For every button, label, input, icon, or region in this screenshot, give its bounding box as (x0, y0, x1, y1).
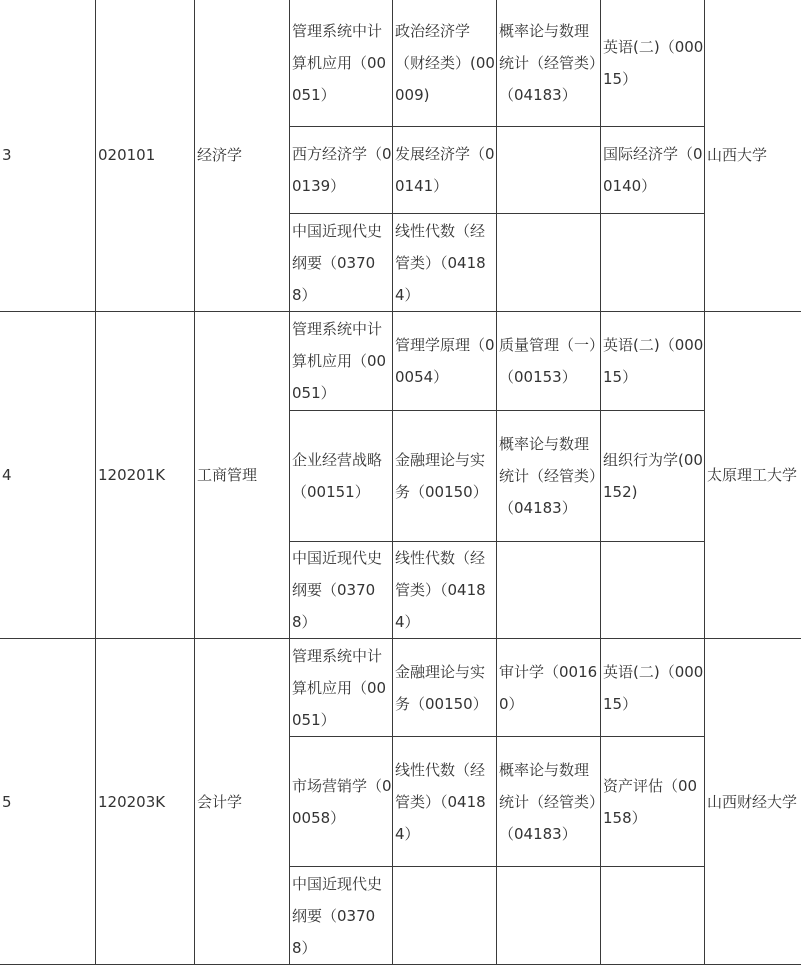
course-cell: 市场营销学（00058） (290, 737, 393, 867)
course-cell: 概率论与数理统计（经管类）（04183） (497, 411, 601, 542)
major-code-cell: 020101 (96, 0, 195, 312)
course-cell: 英语(二)（00015） (601, 0, 705, 127)
course-cell: 中国近现代史纲要（03708） (290, 542, 393, 639)
course-cell: 企业经营战略（00151） (290, 411, 393, 542)
major-code-cell: 120201K (96, 312, 195, 639)
course-cell (601, 214, 705, 312)
course-cell: 国际经济学（00140） (601, 127, 705, 214)
course-cell: 线性代数（经管类）（04184） (393, 542, 497, 639)
course-cell: 政治经济学（财经类）(00009) (393, 0, 497, 127)
school-cell: 山西大学 (705, 0, 801, 312)
course-cell: 管理系统中计算机应用（00051） (290, 639, 393, 737)
course-cell: 英语(二)（00015） (601, 639, 705, 737)
serial-number-cell: 4 (0, 312, 96, 639)
course-cell: 组织行为学(00152) (601, 411, 705, 542)
school-cell: 山西财经大学 (705, 639, 801, 965)
serial-number-cell: 5 (0, 639, 96, 965)
course-cell (497, 127, 601, 214)
course-cell: 金融理论与实务（00150） (393, 639, 497, 737)
major-code-cell: 120203K (96, 639, 195, 965)
school-cell: 太原理工大学 (705, 312, 801, 639)
course-cell: 线性代数（经管类）（04184） (393, 214, 497, 312)
course-cell (601, 542, 705, 639)
table-row (0, 312, 801, 411)
course-cell: 管理学原理（00054） (393, 312, 497, 411)
course-cell: 资产评估（00158） (601, 737, 705, 867)
course-cell: 西方经济学（00139） (290, 127, 393, 214)
course-cell: 质量管理（一）（00153） (497, 312, 601, 411)
course-cell (497, 214, 601, 312)
course-cell: 线性代数（经管类）（04184） (393, 737, 497, 867)
course-cell: 中国近现代史纲要（03708） (290, 214, 393, 312)
table-row (0, 639, 801, 737)
course-cell (601, 867, 705, 965)
course-cell: 概率论与数理统计（经管类）（04183） (497, 0, 601, 127)
course-cell: 管理系统中计算机应用（00051） (290, 312, 393, 411)
major-name-cell: 经济学 (195, 0, 290, 312)
course-cell: 英语(二)（00015） (601, 312, 705, 411)
major-name-cell: 工商管理 (195, 312, 290, 639)
serial-number-cell: 3 (0, 0, 96, 312)
course-cell: 审计学（00160） (497, 639, 601, 737)
course-cell: 发展经济学（00141） (393, 127, 497, 214)
major-name-cell: 会计学 (195, 639, 290, 965)
course-cell (497, 867, 601, 965)
course-cell (497, 542, 601, 639)
table-row (0, 0, 801, 127)
course-cell: 中国近现代史纲要（03708） (290, 867, 393, 965)
course-cell: 概率论与数理统计（经管类）（04183） (497, 737, 601, 867)
course-cell (393, 867, 497, 965)
course-cell: 金融理论与实务（00150） (393, 411, 497, 542)
course-cell: 管理系统中计算机应用（00051） (290, 0, 393, 127)
